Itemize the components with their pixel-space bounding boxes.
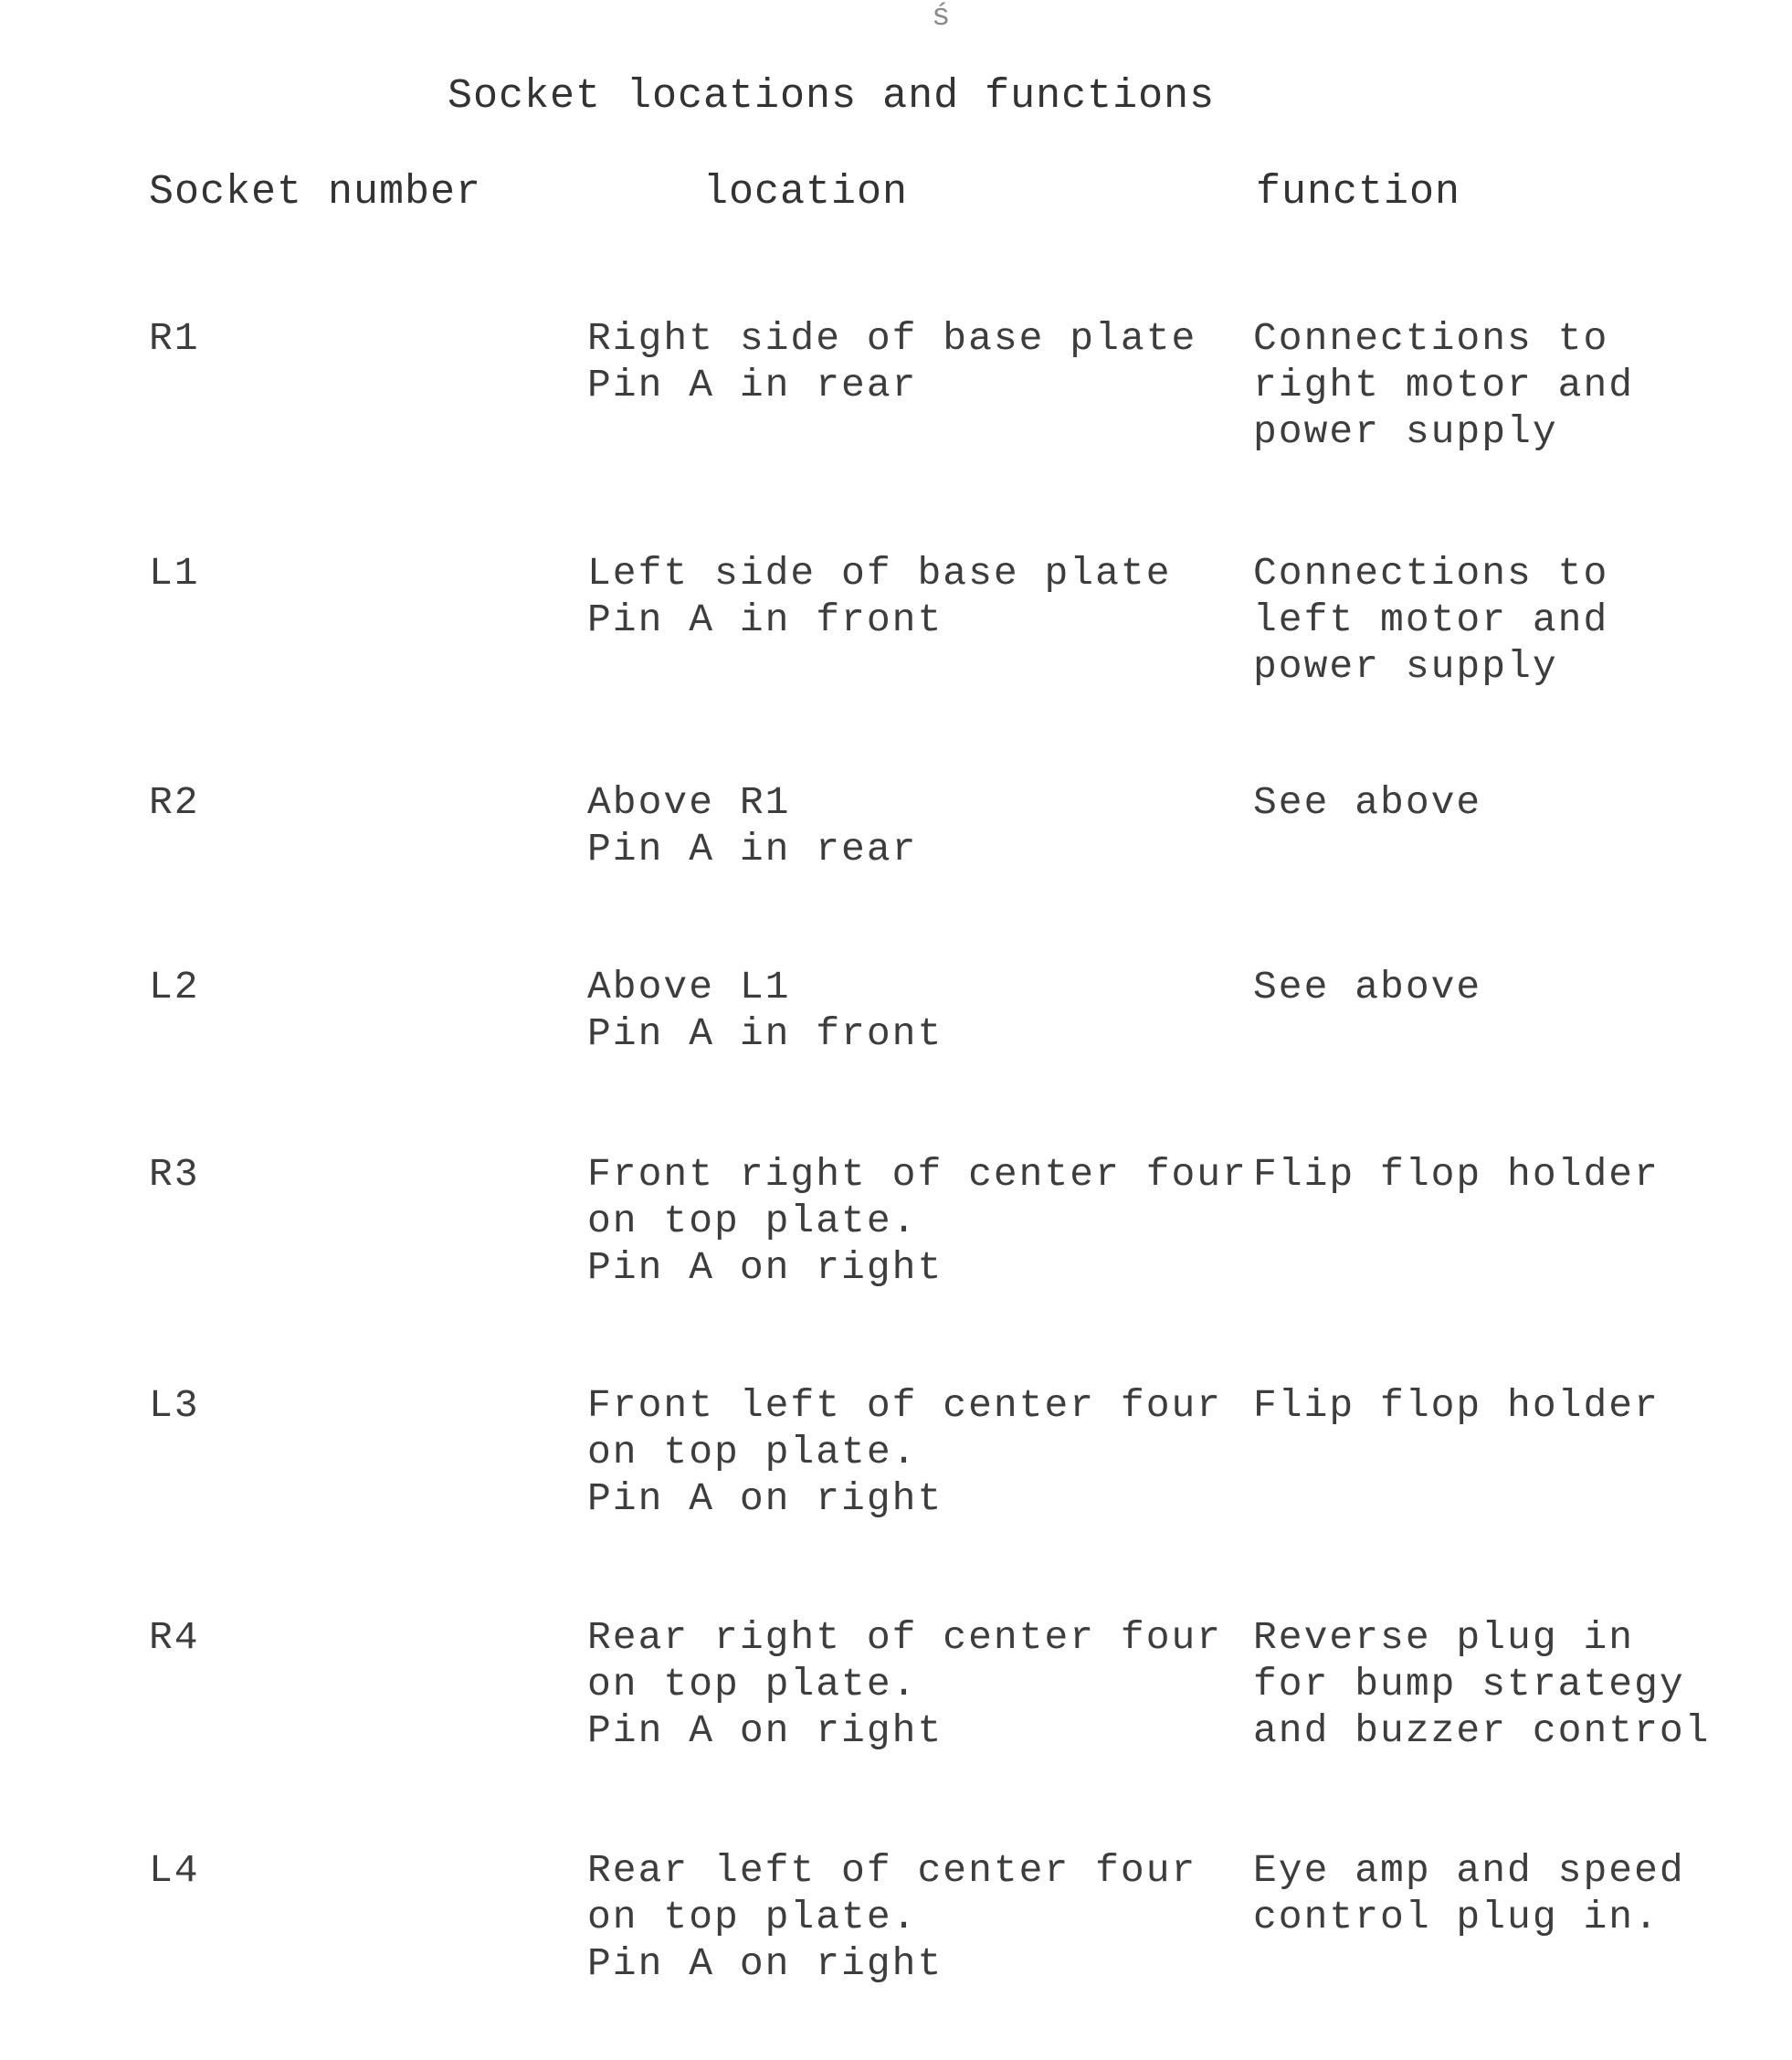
location-line: Pin A on right	[587, 1476, 943, 1521]
location-line: Pin A on right	[587, 1941, 943, 1986]
function-line: for bump strategy	[1253, 1662, 1685, 1706]
function-line: Connections to	[1253, 316, 1609, 361]
socket-location	[587, 964, 943, 1057]
socket-number: R4	[149, 1615, 200, 1660]
socket-number: L2	[149, 965, 200, 1009]
socket-location	[587, 315, 1196, 408]
socket-function	[1253, 1847, 1685, 1940]
location-line: Pin A in front	[587, 597, 943, 642]
location-line: Pin A in rear	[587, 363, 918, 407]
socket-number: L1	[149, 551, 200, 596]
socket-function	[1253, 315, 1634, 455]
function-line: Flip flop holder	[1253, 1152, 1660, 1197]
function-line: power supply	[1253, 644, 1558, 689]
socket-function	[1253, 964, 1481, 1010]
function-line: See above	[1253, 780, 1482, 825]
location-line: Front left of center four	[587, 1383, 1223, 1428]
location-line: on top plate.	[587, 1662, 918, 1706]
function-line: Reverse plug in	[1253, 1615, 1635, 1660]
socket-number: R3	[149, 1152, 200, 1197]
location-line: Front right of center four	[587, 1152, 1248, 1197]
location-line: on top plate.	[587, 1430, 918, 1474]
socket-location	[587, 1847, 1196, 1987]
function-line: power supply	[1253, 409, 1558, 454]
location-line: on top plate.	[587, 1199, 918, 1243]
socket-function	[1253, 1151, 1660, 1198]
socket-number: L3	[149, 1383, 200, 1428]
column-header-location: location	[703, 169, 909, 216]
function-line: Eye amp and speed	[1253, 1848, 1685, 1893]
location-line: Pin A in front	[587, 1011, 943, 1056]
location-line: on top plate.	[587, 1895, 918, 1939]
function-line: Flip flop holder	[1253, 1383, 1660, 1428]
location-line: Pin A in rear	[587, 827, 918, 872]
column-header-socket-number: Socket number	[149, 169, 482, 216]
location-line: Rear right of center four	[587, 1615, 1223, 1660]
location-line: Right side of base plate	[587, 316, 1197, 361]
function-line: right motor and	[1253, 363, 1635, 407]
socket-function	[1253, 550, 1608, 690]
socket-location	[587, 1614, 1222, 1754]
function-line: left motor and	[1253, 597, 1609, 642]
socket-location	[587, 1382, 1222, 1522]
page-title: Socket locations and functions	[448, 73, 1216, 120]
socket-function	[1253, 1614, 1710, 1754]
function-line: and buzzer control	[1253, 1708, 1711, 1753]
location-line: Pin A on right	[587, 1245, 943, 1290]
location-line: Above R1	[587, 780, 791, 825]
function-line: See above	[1253, 965, 1482, 1009]
location-line: Pin A on right	[587, 1708, 943, 1753]
socket-location	[587, 550, 1172, 643]
socket-location	[587, 779, 917, 872]
socket-number: R2	[149, 780, 200, 825]
socket-function	[1253, 779, 1481, 826]
socket-number: R1	[149, 316, 200, 361]
socket-location	[587, 1151, 1248, 1291]
function-line: Connections to	[1253, 551, 1609, 596]
socket-function	[1253, 1382, 1660, 1429]
function-line: control plug in.	[1253, 1895, 1660, 1939]
stray-mark: ś	[932, 0, 951, 35]
location-line: Left side of base plate	[587, 551, 1172, 596]
socket-number: L4	[149, 1848, 200, 1893]
location-line: Above L1	[587, 965, 791, 1009]
column-header-function: function	[1256, 169, 1461, 216]
location-line: Rear left of center four	[587, 1848, 1197, 1893]
